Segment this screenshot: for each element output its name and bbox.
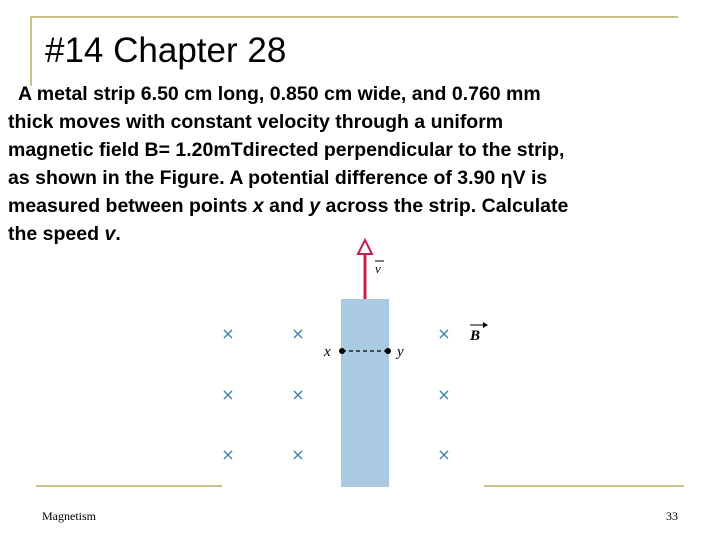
field-cross: ×: [291, 445, 305, 464]
problem-statement: [8, 80, 713, 248]
statement-part-3: across the strip. Calculate the speed: [8, 195, 569, 245]
field-label-arrowhead: [483, 322, 488, 328]
field-cross: ×: [221, 445, 235, 464]
velocity-label: v: [375, 261, 381, 276]
point-y-label: y: [397, 344, 404, 360]
velocity-arrow: [358, 240, 372, 299]
point-y-dot: [385, 348, 391, 354]
field-cross: ×: [221, 385, 235, 404]
statement-speed-v: v: [104, 223, 116, 245]
frame-top-line: [30, 16, 678, 18]
metal-strip: [341, 299, 389, 487]
statement-and: and: [263, 195, 310, 217]
field-cross: ×: [221, 324, 235, 343]
statement-part-1: A metal strip 6.50 cm long, 0.850 cm wide, and 0.760 mm thick moves with constant velocity through a uniform magnetic field B= 1.20mTdirected perpendicular to the strip, as shown in the Figure. A potential difference of 3.90: [8, 83, 565, 189]
point-x-label: x: [324, 344, 331, 360]
page-number: 33: [666, 509, 678, 523]
statement-point-x: x: [252, 195, 264, 217]
footer-line-right: [484, 485, 684, 487]
frame-left-line: [30, 16, 32, 86]
statement-eta: η: [500, 167, 513, 189]
statement-period: .: [115, 223, 121, 245]
strip-figure: [200, 235, 500, 490]
statement-part-2: V is measured between points: [8, 167, 548, 217]
point-x-dot: [339, 348, 345, 354]
slide-title: #14 Chapter 28: [45, 31, 287, 70]
field-cross: ×: [437, 324, 451, 343]
statement-point-y: y: [309, 195, 321, 217]
field-cross: ×: [437, 385, 451, 404]
field-cross: ×: [291, 385, 305, 404]
footer-line-left: [36, 485, 222, 487]
field-label: B: [470, 328, 481, 344]
field-cross: ×: [291, 324, 305, 343]
field-cross: ×: [437, 445, 451, 464]
footer-topic: Magnetism: [42, 509, 96, 523]
